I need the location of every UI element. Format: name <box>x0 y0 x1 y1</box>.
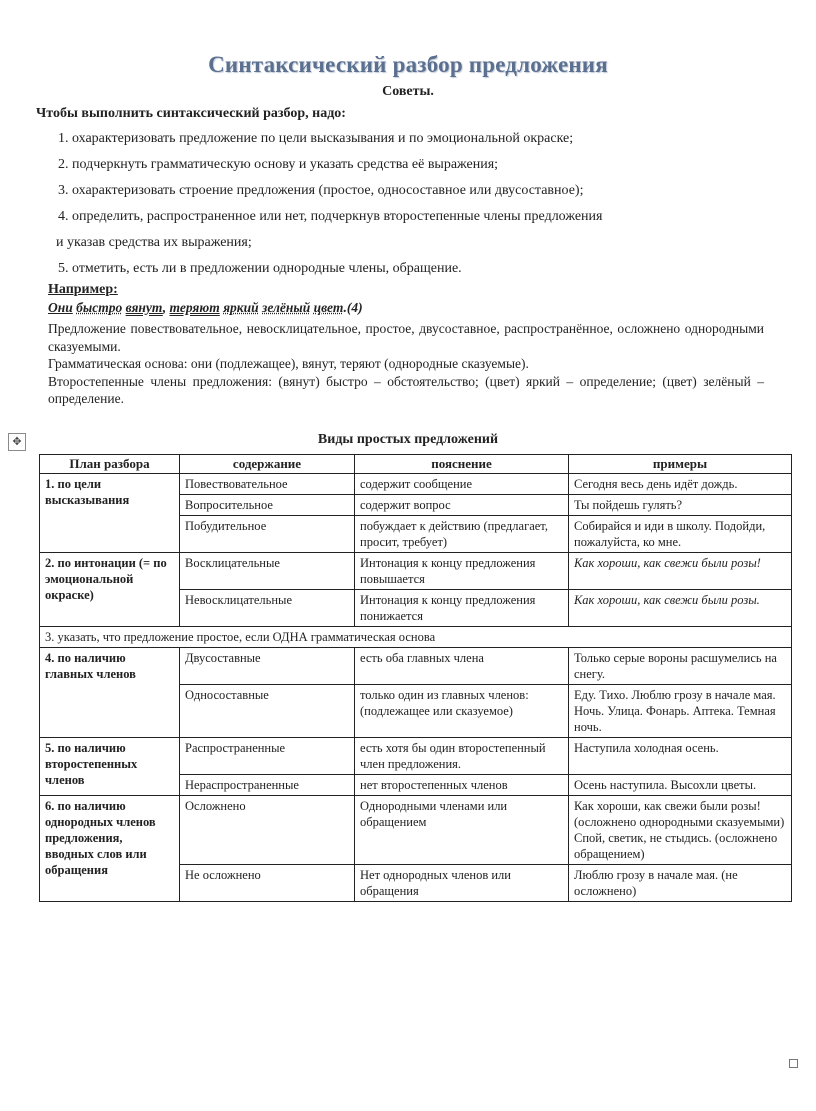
tip-item: 4. определить, распространенное или нет, подчеркнув второстепенные члены предложения <box>58 209 603 224</box>
content-cell: Вопросительное <box>180 495 355 516</box>
content-cell: Восклицательные <box>180 553 355 590</box>
header-cell: План разбора <box>40 455 180 474</box>
example-line: Еду. Тихо. Люблю грозу в начале мая. <box>574 688 776 702</box>
subtitle: Советы. <box>382 84 434 99</box>
header-cell: содержание <box>180 455 355 474</box>
adverb-word: быстро <box>76 300 123 315</box>
plan-cell: 5. по наличию второстепенных членов <box>40 738 180 796</box>
content-cell: Повествовательное <box>180 474 355 495</box>
explanation-cell: Однородными членами или обращением <box>355 796 569 865</box>
example-cell: Как хороши, как свежи были розы. <box>569 590 792 627</box>
sentence-types-table <box>39 454 792 902</box>
subject-word: Они <box>48 300 73 315</box>
example-cell <box>569 796 792 865</box>
plan-cell: 2. по интонации (= по эмоциональной окраске) <box>40 553 180 627</box>
example-cell: Собирайся и иди в школу. Подойди, пожалуйста, ко мне. <box>569 516 792 553</box>
explanation-cell: есть оба главных члена <box>355 648 569 685</box>
table-header-row <box>40 455 792 474</box>
content-cell: Не осложнено <box>180 865 355 902</box>
plan-cell: 6. по наличию однородных членов предложения, вводных слов или обращения <box>40 796 180 902</box>
example-line: Как хороши, как свежи были розы! (осложнено однородными сказуемыми) <box>574 799 785 829</box>
analysis-line: Второстепенные члены предложения: (вянут) быстро – обстоятельство; (цвет) яркий – определение; (цвет) зелёный – определение. <box>48 373 764 406</box>
table-row <box>40 627 792 648</box>
plan-cell: 4. по наличию главных членов <box>40 648 180 738</box>
predicate-word: теряют <box>169 300 220 315</box>
example-analysis <box>48 320 764 408</box>
plan-cell: 1. по цели высказывания <box>40 474 180 553</box>
explanation-cell: побуждает к действию (предлагает, просит, требует) <box>355 516 569 553</box>
explanation-cell: содержит сообщение <box>355 474 569 495</box>
tip-item: 2. подчеркнуть грамматическую основу и указать средства её выражения; <box>58 157 499 172</box>
analysis-line: Предложение повествовательное, невосклицательное, простое, двусоставное, распространённое, осложнено однородными сказуемыми. <box>48 321 764 354</box>
content-cell: Двусоставные <box>180 648 355 685</box>
attribute-word: зелёный <box>262 300 311 315</box>
attribute-word: яркий <box>223 300 259 315</box>
explanation-cell: Нет однородных членов или обращения <box>355 865 569 902</box>
table-row <box>40 738 792 775</box>
example-cell: Осень наступила. Высохли цветы. <box>569 775 792 796</box>
table-row <box>40 553 792 590</box>
example-cell: Сегодня весь день идёт дождь. <box>569 474 792 495</box>
example-line: Спой, светик, не стыдись. (осложнено обращением) <box>574 831 778 861</box>
example-cell <box>569 685 792 738</box>
page-title: Синтаксический разбор предложения <box>208 52 608 77</box>
note-cell: 3. указать, что предложение простое, если ОДНА грамматическая основа <box>40 627 792 648</box>
resize-handle-icon[interactable] <box>789 1059 798 1068</box>
content-cell: Нераспространенные <box>180 775 355 796</box>
example-cell: Ты пойдешь гулять? <box>569 495 792 516</box>
table-title: Виды простых предложений <box>317 432 499 447</box>
tips-list <box>58 126 786 282</box>
explanation-cell: Интонация к концу предложения повышается <box>355 553 569 590</box>
tip-item: 1. охарактеризовать предложение по цели высказывания и по эмоциональной окраске; <box>58 131 574 146</box>
move-handle-icon[interactable]: ✥ <box>8 433 26 451</box>
explanation-cell: только один из главных членов: (подлежащее или сказуемое) <box>355 685 569 738</box>
lead-text: Чтобы выполнить синтаксический разбор, надо: <box>36 106 346 121</box>
example-heading: Например: <box>48 282 118 297</box>
explanation-cell: содержит вопрос <box>355 495 569 516</box>
tip-item: 5. отметить, есть ли в предложении однородные члены, обращение. <box>58 261 462 276</box>
header-cell: пояснение <box>355 455 569 474</box>
content-cell: Побудительное <box>180 516 355 553</box>
tip-item: 3. охарактеризовать строение предложения (простое, односоставное или двусоставное); <box>58 183 584 198</box>
example-line: Ночь. Улица. Фонарь. Аптека. Темная ночь. <box>574 704 776 734</box>
predicate-word: вянут <box>125 300 163 315</box>
example-cell: Только серые вороны расшумелись на снегу. <box>569 648 792 685</box>
table-row <box>40 648 792 685</box>
content-cell: Распространенные <box>180 738 355 775</box>
explanation-cell: есть хотя бы один второстепенный член предложения. <box>355 738 569 775</box>
example-sentence: Они быстро вянут, теряют яркий зелёный цвет.(4) <box>48 300 363 315</box>
analysis-line: Грамматическая основа: они (подлежащее), вянут, теряют (однородные сказуемые). <box>48 356 529 371</box>
content-cell: Невосклицательные <box>180 590 355 627</box>
header-cell: примеры <box>569 455 792 474</box>
content-cell: Осложнено <box>180 796 355 865</box>
explanation-cell: Интонация к концу предложения понижается <box>355 590 569 627</box>
example-cell: Люблю грозу в начале мая. (не осложнено) <box>569 865 792 902</box>
object-word: цвет <box>313 300 344 315</box>
example-cell: Наступила холодная осень. <box>569 738 792 775</box>
tip-item: и указав средства их выражения; <box>56 235 252 250</box>
content-cell: Односоставные <box>180 685 355 738</box>
example-cell: Как хороши, как свежи были розы! <box>569 553 792 590</box>
explanation-cell: нет второстепенных членов <box>355 775 569 796</box>
table-row <box>40 796 792 865</box>
table-row <box>40 474 792 495</box>
sentence-number: (4) <box>346 300 363 315</box>
